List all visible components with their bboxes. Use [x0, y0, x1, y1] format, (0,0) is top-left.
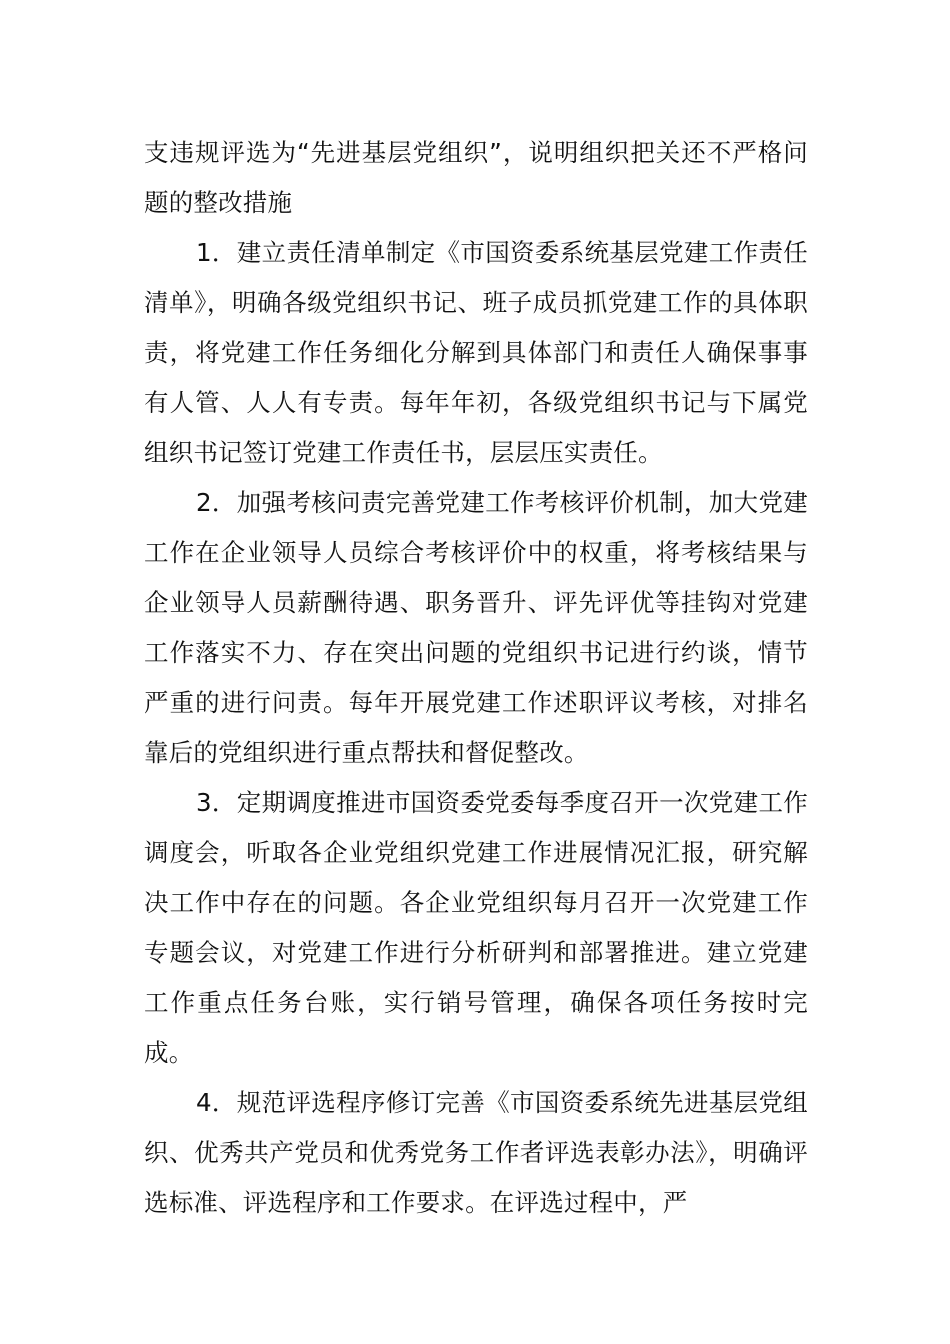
- paragraph-item-3: 3．定期调度推进市国资委党委每季度召开一次党建工作调度会，听取各企业党组织党建工作进展情况汇报，研究解决工作中存在的问题。各企业党组织每月召开一次党建工作专题会议，对党建工作进行分析研判和部署推进。建立党建工作重点任务台账，实行销号管理，确保各项任务按时完成。: [144, 788, 808, 1067]
- document-body: [144, 128, 808, 1228]
- paragraph-item-1: 1．建立责任清单制定《市国资委系统基层党建工作责任清单》，明确各级党组织书记、班子成员抓党建工作的具体职责，将党建工作任务细化分解到具体部门和责任人确保事事有人管、人人有专责。每年年初，各级党组织书记与下属党组织书记签订党建工作责任书，层层压实责任。: [144, 238, 808, 467]
- paragraph-heading-continuation: 支违规评选为“先进基层党组织”，说明组织把关还不严格问题的整改措施: [144, 138, 808, 217]
- paragraph-item-4: 4．规范评选程序修订完善《市国资委系统先进基层党组织、优秀共产党员和优秀党务工作者评选表彰办法》，明确评选标准、评选程序和工作要求。在评选过程中，严: [144, 1088, 808, 1217]
- paragraph-item-2: 2．加强考核问责完善党建工作考核评价机制，加大党建工作在企业领导人员综合考核评价中的权重，将考核结果与企业领导人员薪酬待遇、职务晋升、评先评优等挂钩对党建工作落实不力、存在突出问题的党组织书记进行约谈，情节严重的进行问责。每年开展党建工作述职评议考核，对排名靠后的党组织进行重点帮扶和督促整改。: [144, 488, 808, 767]
